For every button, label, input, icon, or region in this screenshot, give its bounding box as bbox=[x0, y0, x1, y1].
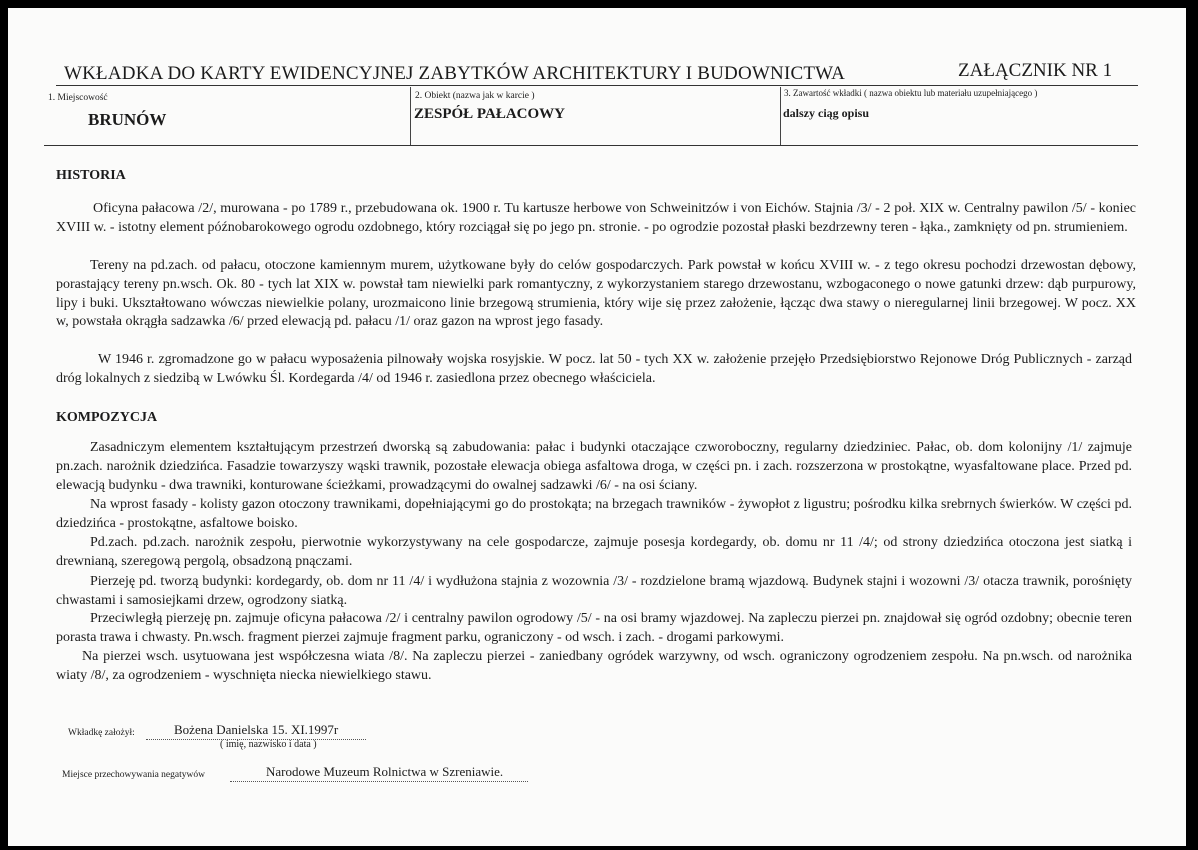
kompozycja-paragraph-5: Przeciwległą pierzeję pn. zajmuje oficyna pałacowa /2/ i centralny pawilon ogrodowy /5/ - na osi bramy wjazdowej. Na zapleczu pierzei pn. znajdował się ogród ozdobny; obecnie teren porasta trawa i chwasty. Pn.wsch. fragment pierzei zajmuje fragment parku, ograniczony - od wsch. i zach. - drogami parkowymi. bbox=[56, 611, 1132, 645]
founder-label: Wkładkę założył: bbox=[68, 728, 135, 738]
kompozycja-paragraph-4: Pierzeję pd. tworzą budynki: kordegardy, ob. dom nr 11 /4/ i wydłużona stajnia z wozownia /3/ - rozdzielone bramą wjazdową. Budynek stajni i wozowni /3/ otacza trawnik, porośnięty chwastami i samosiejkami drzew, ogrodzony siatką. bbox=[56, 574, 1132, 608]
historia-paragraph-1: Oficyna pałacowa /2/, murowana - po 1789 r., przebudowana ok. 1900 r. Tu kartusze herbowe von Schweinitzów i von Eichów. Stajnia /3/ - 2 poł. XIX w. Centralny pawilon /5/ - koniec XVIII w. - istotny element późnobarokowego ogrodu ozdobnego, który rozciągał się po jego pn. stronie. - po ogrodzie pozostał płaski bezdrzewny teren - łąka., zamknięty od pn. strumieniem. bbox=[56, 201, 1136, 235]
document-page bbox=[8, 8, 1186, 846]
section-heading-kompozycja: KOMPOZYCJA bbox=[56, 410, 158, 425]
storage-dotted-line bbox=[230, 781, 528, 782]
historia-paragraph-3: W 1946 r. zgromadzone go w pałacu wyposażenia pilnowały wojska rosyjskie. W pocz. lat 50 - tych XX w. założenie przejęło Przedsiębiorstwo Rejonowe Dróg Publicznych - zarząd dróg lokalnych z siedzibą w Lwówku Śl. Kordegarda /4/ od 1946 r. zasiedlona przez obecnego właściciela. bbox=[56, 352, 1132, 386]
section-heading-historia: HISTORIA bbox=[56, 168, 126, 183]
document-title: WKŁADKA DO KARTY EWIDENCYJNEJ ZABYTKÓW ARCHITEKTURY I BUDOWNICTWA bbox=[64, 63, 846, 84]
storage-label: Miejsce przechowywania negatywów bbox=[62, 770, 205, 780]
field-value-object: ZESPÓŁ PAŁACOWY bbox=[414, 106, 565, 122]
field-divider-1 bbox=[410, 87, 411, 145]
field-label-contents: 3. Zawartość wkładki ( nazwa obiektu lub materiału uzupełniającego ) bbox=[784, 88, 1038, 98]
annex-number: ZAŁĄCZNIK NR 1 bbox=[958, 60, 1113, 81]
kompozycja-paragraph-2: Na wprost fasady - kolisty gazon otoczony trawnikami, dopełniającymi go do prostokąta; na brzegach trawników - żywopłot z ligustru; pośrodku kilka srebrnych świerków. W części pd. dziedzińca - prostokątne, asfaltowe boisko. bbox=[56, 497, 1132, 531]
fields-bottom-rule bbox=[44, 145, 1138, 146]
founder-hint: ( imię, nazwisko i data ) bbox=[220, 739, 317, 750]
field-value-locality: BRUNÓW bbox=[88, 110, 167, 129]
field-divider-2 bbox=[780, 87, 781, 145]
field-value-contents: dalszy ciąg opisu bbox=[783, 106, 870, 120]
field-label-locality: 1. Miejscowość bbox=[48, 93, 108, 103]
kompozycja-paragraph-3: Pd.zach. pd.zach. narożnik zespołu, pierwotnie wykorzystywany na cele gospodarcze, zajmuje posesja kordegardy, ob. domu nr 11 /4/; od strony dziedzińca otoczona jest siatką i drewnianą, szeregową pergolą, obsadzoną pnączami. bbox=[56, 535, 1132, 569]
kompozycja-paragraph-1: Zasadniczym elementem kształtującym przestrzeń dworską są zabudowania: pałac i budynki otaczające czworoboczny, regularny dziedziniec. Pałac, ob. dom kolonijny /1/ zajmuje pn.zach. narożnik dziedzińca. Fasadzie towarzyszy wąski trawnik, pozostałe elewacja obiega asfaltowa droga, w części pn. i zach. rozszerzona w prostokątne, wyasfaltowane place. Przed pd. elewacją budynku - dwa trawniki, konturowane ścieżkami, prowadzącymi do owalnej sadzawki /6/ - na osi ściany. bbox=[56, 440, 1132, 493]
field-label-object: 2. Obiekt (nazwa jak w karcie ) bbox=[415, 91, 535, 101]
storage-value: Narodowe Muzeum Rolnictwa w Szreniawie. bbox=[266, 764, 504, 779]
kompozycja-paragraph-6: Na pierzei wsch. usytuowana jest współczesna wiata /8/. Na zapleczu pierzei - zaniedbany ogródek warzywny, od wsch. ograniczony ogrodzeniem zespołu. Na pn.wsch. od narożnika wiaty /8/, za ogrodzeniem - wyschnięta niecka niewielkiego stawu. bbox=[56, 649, 1132, 683]
title-rule bbox=[56, 85, 1138, 86]
historia-paragraph-2: Tereny na pd.zach. od pałacu, otoczone kamiennym murem, użytkowane były do celów gospodarczych. Park powstał w końcu XVIII w. - z tego okresu pochodzi drzewostan dębowy, porastający tereny pn.wsch. Ok. 80 - tych lat XIX w. powstał tam niewielki park romantyczny, z wykorzystaniem starego drzewostanu, wzbogaconego o nowe gatunki drzew: dąb purpurowy, lipy i buki. Ukształtowano wówczas niewielkie polany, urozmaicono linie brzegową strumienia, który wije się przez założenie, łącząc dwa stawy o nieregularnej linii brzegowej. W pocz. XX w, powstała okrągła sadzawka /6/ przed elewacją pd. pałacu /1/ oraz gazon na wprost jego fasady. bbox=[56, 258, 1136, 330]
founder-value: Bożena Danielska 15. XI.1997r bbox=[174, 722, 339, 737]
